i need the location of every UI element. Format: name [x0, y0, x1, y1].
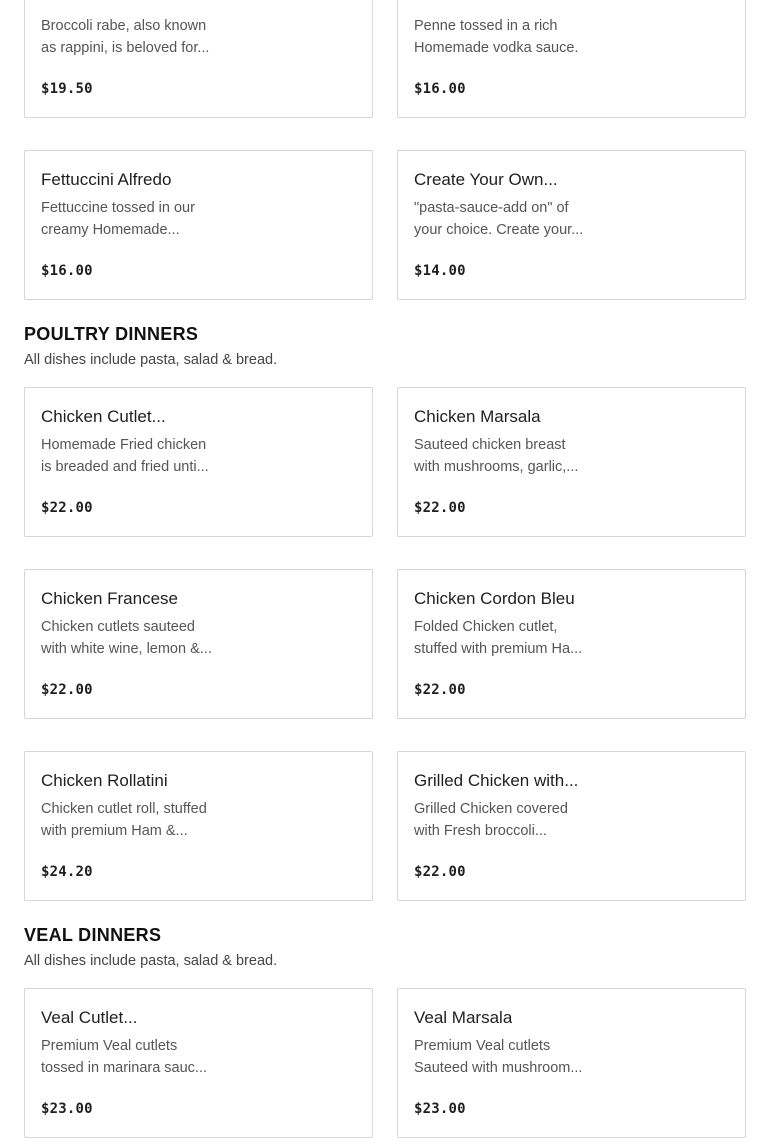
menu-content [24, 0, 746, 1138]
menu-item-price: $23.00 [414, 1101, 466, 1117]
menu-item-description-line: Broccoli rabe, also known [41, 18, 207, 34]
menu-item-card[interactable] [24, 0, 373, 118]
menu-item-title: Chicken Marsala [414, 407, 541, 426]
menu-item-price: $16.00 [414, 81, 466, 97]
poultry-grid [24, 387, 746, 901]
poultry-section [24, 323, 746, 901]
menu-item-card[interactable] [397, 0, 746, 118]
menu-item-price: $22.00 [414, 864, 466, 880]
section-subtitle: All dishes include pasta, salad & bread. [24, 953, 278, 969]
menu-item-description [41, 197, 219, 241]
menu-item-description-line: as rappini, is beloved for... [41, 40, 210, 56]
menu-item-card[interactable] [24, 988, 373, 1138]
menu-item-description [414, 197, 592, 241]
menu-item-card[interactable] [24, 387, 373, 537]
menu-item-description-line: Chicken cutlet roll, stuffed [41, 801, 207, 817]
menu-item-card[interactable] [397, 150, 746, 300]
menu-item-description-line: stuffed with premium Ha... [414, 641, 583, 657]
menu-item-price: $16.00 [41, 263, 93, 279]
section-title: POULTRY DINNERS [24, 324, 199, 344]
menu-item-description-line: Sauteed with mushroom... [414, 1060, 583, 1076]
menu-item-price: $24.20 [41, 864, 93, 880]
menu-item-card[interactable] [24, 569, 373, 719]
menu-item-title: Chicken Rollatini [41, 771, 168, 790]
menu-item-description [414, 798, 592, 842]
menu-item-title: Veal Marsala [414, 1008, 513, 1027]
menu-item-description-line: creamy Homemade... [41, 222, 180, 238]
menu-item-description [414, 15, 592, 59]
menu-item-title: Fettuccini Alfredo [41, 170, 172, 189]
menu-item-card[interactable] [24, 751, 373, 901]
menu-item-card[interactable] [24, 150, 373, 300]
menu-item-description-line: Homemade Fried chicken [41, 437, 207, 453]
menu-item-description-line: your choice. Create your... [414, 222, 584, 238]
menu-item-description-line: Penne tossed in a rich [414, 18, 558, 34]
menu-item-description-line: with white wine, lemon &... [41, 641, 212, 657]
veal-section [24, 924, 746, 1138]
section-subtitle: All dishes include pasta, salad & bread. [24, 352, 278, 368]
menu-item-price: $22.00 [414, 682, 466, 698]
menu-item-price: $22.00 [41, 682, 93, 698]
menu-item-description-line: "pasta-sauce-add on" of [414, 200, 569, 216]
veal-grid [24, 988, 746, 1138]
pasta-grid [24, 0, 746, 300]
menu-item-title: Create Your Own... [414, 170, 558, 189]
menu-item-description [41, 1035, 219, 1079]
menu-item-price: $19.50 [41, 81, 93, 97]
menu-item-title: Chicken Francese [41, 589, 179, 608]
menu-item-description-line: Premium Veal cutlets [41, 1038, 178, 1054]
menu-item-description [414, 434, 592, 478]
menu-item-card[interactable] [397, 569, 746, 719]
menu-item-description-line: Fettuccine tossed in our [41, 200, 195, 216]
menu-item-price: $14.00 [414, 263, 466, 279]
menu-item-description [41, 15, 219, 59]
menu-item-description [41, 798, 219, 842]
menu-item-description-line: Sauteed chicken breast [414, 437, 566, 453]
menu-item-description [414, 616, 592, 660]
menu-item-card[interactable] [397, 387, 746, 537]
menu-item-description-line: tossed in marinara sauc... [41, 1060, 208, 1076]
menu-item-description [414, 1035, 592, 1079]
menu-item-title: Chicken Cutlet... [41, 407, 166, 426]
menu-item-price: $22.00 [41, 500, 93, 516]
menu-item-description-line: is breaded and fried unti... [41, 459, 209, 475]
menu-item-description-line: Homemade vodka sauce. [414, 40, 579, 56]
menu-item-description [41, 434, 219, 478]
menu-item-description-line: with Fresh broccoli... [414, 823, 547, 839]
menu-item-description-line: Chicken cutlets sauteed [41, 619, 195, 635]
section-title: VEAL DINNERS [24, 925, 162, 945]
menu-item-card[interactable] [397, 988, 746, 1138]
menu-item-description-line: Premium Veal cutlets [414, 1038, 551, 1054]
menu-item-description-line: with mushrooms, garlic,... [414, 459, 579, 475]
menu-item-title: Grilled Chicken with... [414, 771, 579, 790]
menu-item-price: $22.00 [414, 500, 466, 516]
menu-item-price: $23.00 [41, 1101, 93, 1117]
menu-item-card[interactable] [397, 751, 746, 901]
menu-item-title: Veal Cutlet... [41, 1008, 138, 1027]
menu-item-description [41, 616, 219, 660]
menu-item-description-line: Grilled Chicken covered [414, 801, 568, 817]
menu-item-description-line: Folded Chicken cutlet, [414, 619, 558, 635]
menu-item-description-line: with premium Ham &... [41, 823, 188, 839]
menu-item-title: Chicken Cordon Bleu [414, 589, 575, 608]
